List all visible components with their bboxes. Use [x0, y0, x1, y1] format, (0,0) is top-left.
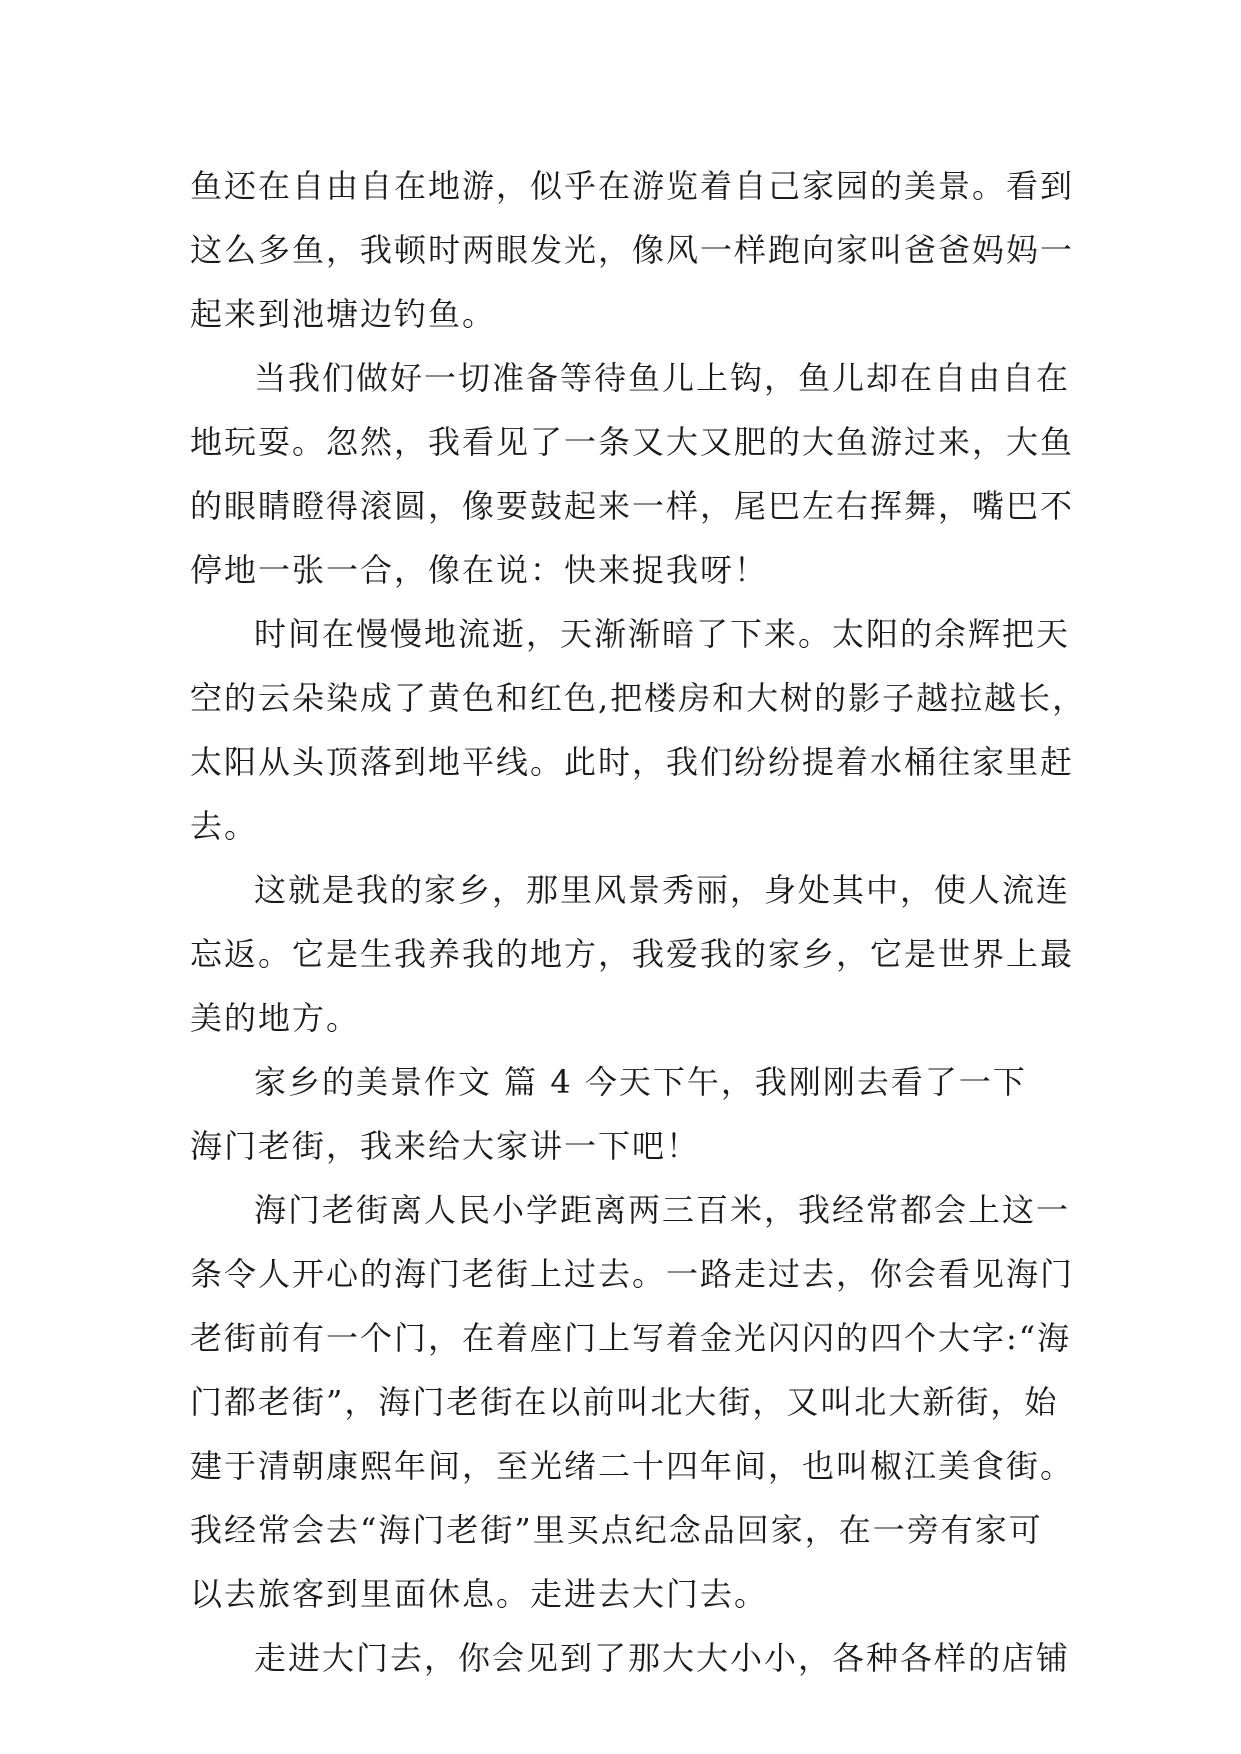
text-line: 的眼睛瞪得滚圆，像要鼓起来一样，尾巴左右挥舞，嘴巴不	[190, 487, 1075, 525]
text-line: 地玩耍。忽然，我看见了一条又大又肥的大鱼游过来，大鱼	[190, 423, 1075, 461]
text-line: 这么多鱼，我顿时两眼发光，像风一样跑向家叫爸爸妈妈一	[190, 231, 1075, 269]
text-line: 时间在慢慢地流逝，天渐渐暗了下来。太阳的余辉把天	[254, 615, 1071, 653]
text-line: 老街前有一个门，在着座门上写着金光闪闪的四个大字:“海	[190, 1319, 1072, 1357]
text-line: 空的云朵染成了黄色和红色,把楼房和大树的影子越拉越长，	[190, 679, 1087, 717]
text-line: 当我们做好一切准备等待鱼儿上钩，鱼儿却在自由自在	[254, 359, 1071, 397]
text-line: 条令人开心的海门老街上过去。一路走过去，你会看见海门	[190, 1255, 1075, 1293]
text-line: 鱼还在自由自在地游，似乎在游览着自己家园的美景。看到	[190, 167, 1075, 205]
text-line: 海门老街，我来给大家讲一下吧！	[190, 1127, 701, 1165]
text-line: 这就是我的家乡，那里风景秀丽，身处其中，使人流连	[254, 871, 1071, 909]
text-line: 我经常会去“海门老街”里买点纪念品回家，在一旁有家可	[190, 1511, 1043, 1549]
text-line: 停地一张一合，像在说：快来捉我呀！	[190, 551, 769, 589]
text-line: 起来到池塘边钓鱼。	[190, 295, 497, 333]
text-line: 以去旅客到里面休息。走进去大门去。	[190, 1575, 769, 1613]
text-line: 门都老街”，海门老街在以前叫北大街，又叫北大新街，始	[190, 1383, 1059, 1421]
text-line: 海门老街离人民小学距离两三百米，我经常都会上这一	[254, 1191, 1071, 1229]
text-line: 忘返。它是生我养我的地方，我爱我的家乡，它是世界上最	[190, 935, 1075, 973]
document-body	[190, 154, 1087, 1690]
text-line: 美的地方。	[190, 999, 361, 1037]
text-line: 建于清朝康熙年间，至光绪二十四年间，也叫椒江美食街。	[190, 1447, 1075, 1485]
text-line: 太阳从头顶落到地平线。此时，我们纷纷提着水桶往家里赶	[190, 743, 1075, 781]
text-line: 去。	[190, 807, 259, 845]
text-line: 走进大门去，你会见到了那大大小小，各种各样的店铺	[254, 1639, 1071, 1677]
text-line: 家乡的美景作文 篇 4 今天下午，我刚刚去看了一下	[254, 1063, 1027, 1101]
